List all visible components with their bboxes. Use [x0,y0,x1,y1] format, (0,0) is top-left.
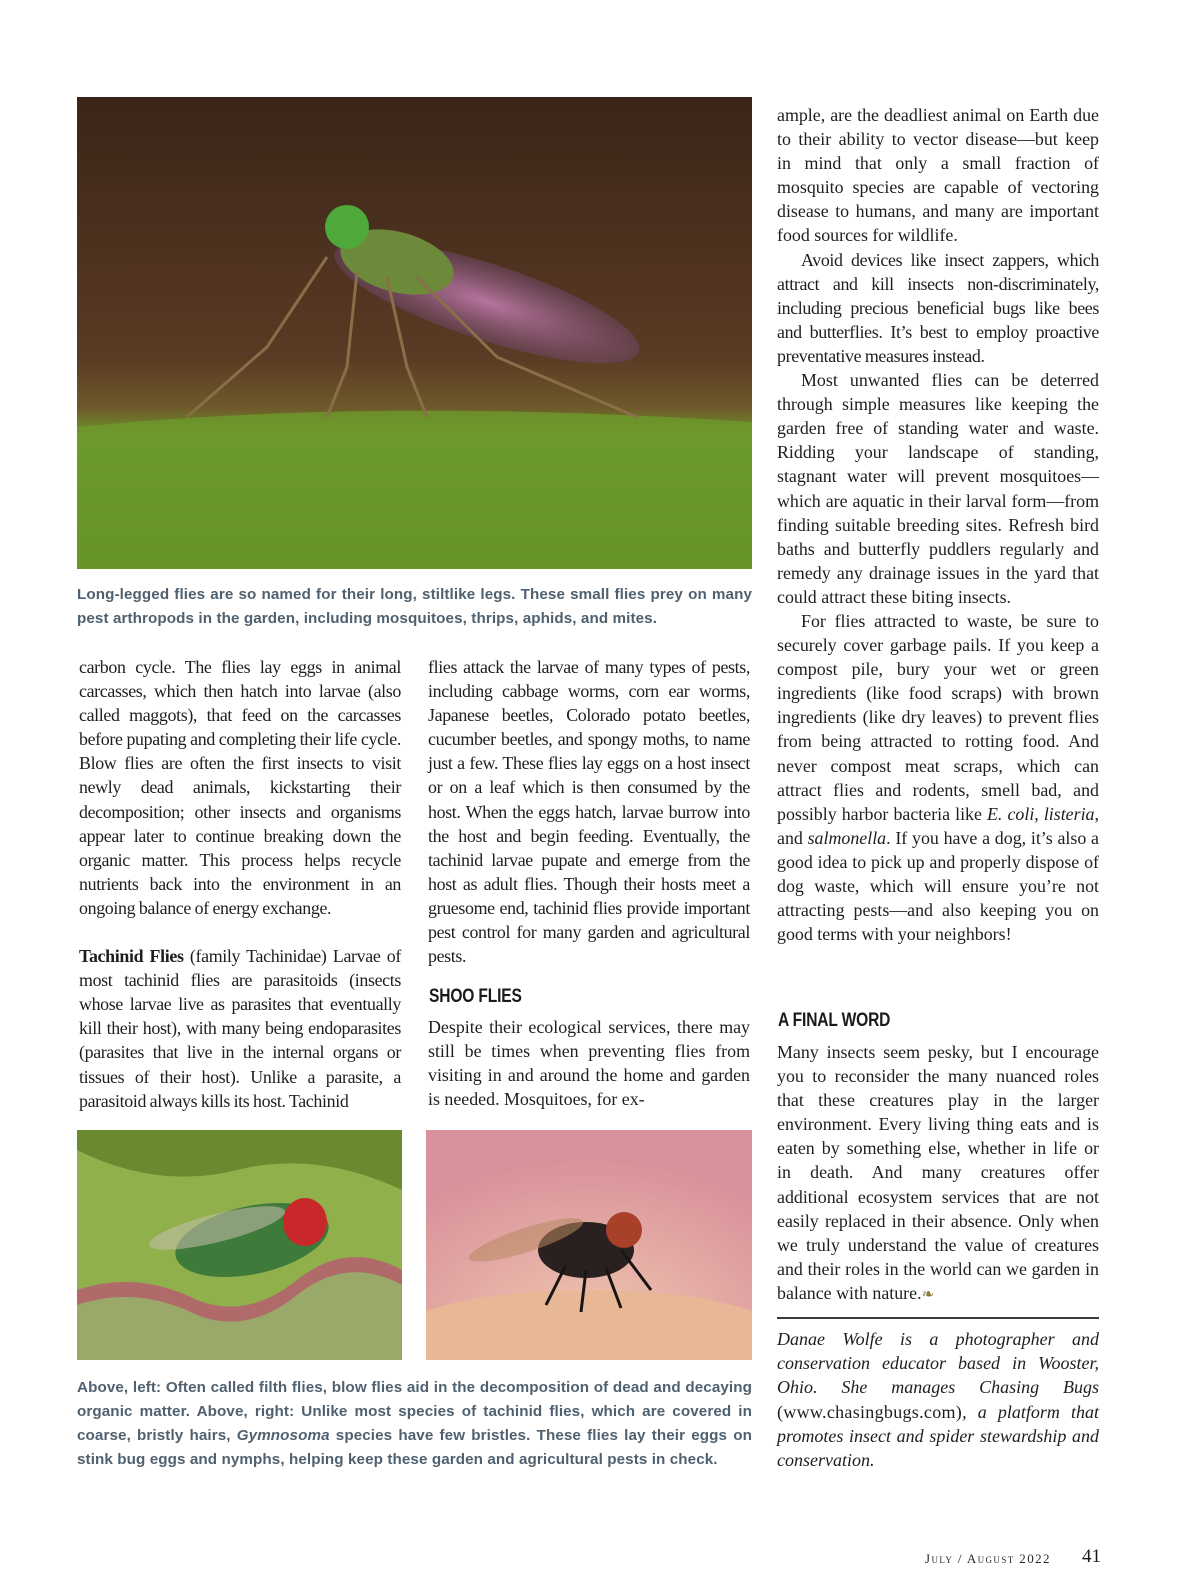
tachinid-text: (family Tachinidae) Larvae of most tachinid flies are parasitoids (insects whose larvae live as parasites that eventually kill their host), with many being endoparasites (parasites that live in the internal organs or tissues of their host). Unlike a parasite, a parasitoid always kills its host. Tachinid [79,946,401,1111]
bottom-caption-text-b: species have few bristles. These flies lay their eggs on stink bug eggs and nymphs, helping keep these garden and agricultural pests in check. [77,1427,752,1468]
shoo-flies-paragraph: Despite their ecological services, there may still be times when preventing flies from visiting in and around the home and garden is needed. Mosquitoes, for ex- [428,1017,750,1110]
deterrent-paragraph: Most unwanted flies can be deterred through simple measures like keeping the garden free of standing water and waste. Ridding your landscape of standing, stagnant water will prevent mosquitoes—which are aquatic in their larval form—from finding suitable breeding sites. Refresh bird baths and butterfly puddlers regularly and remedy any drainage issues in the yard that could attract these biting insects. [777,370,1099,607]
genus-name: Gymnosoma [236,1427,330,1444]
column-1 [79,655,401,1113]
long-legged-fly-photo [77,97,752,569]
final-word-text [777,1040,1099,1307]
ecoli-term: E. coli, listeria [987,803,1095,824]
salmonella-term: salmonella [807,827,887,848]
waste-and: , and [777,803,1099,848]
tachinid-title: Tachinid Flies [79,946,184,967]
blow-fly-paragraph: carbon cycle. The flies lay eggs in animal carcasses, which then hatch into larvae (also called maggots), that feed on the carcasses before pupating and completing their life cycle. Blow flies are often the first insects to visit newly dead animals, kickstarting their decomposition; other insects and organisms appear later to continue breaking down the organic matter. This process helps recycle nutrients back into the environment in an ongoing balance of energy exchange. [79,657,401,918]
author-bio [777,1327,1099,1472]
bottom-photos-caption [77,1376,752,1472]
tachinid-fly-photo [426,1130,752,1360]
issue-date: July / August 2022 [925,1551,1051,1566]
bio-text-b: , a platform that promotes insect and spider stewardship and conservation. [777,1401,1099,1471]
bio-divider [777,1317,1099,1319]
final-word-heading: A FINAL WORD [778,1010,891,1031]
bio-url: (www.chasingbugs.com) [777,1401,963,1422]
final-word-paragraph [777,1040,1099,1307]
column-2 [428,655,750,968]
zapper-paragraph: Avoid devices like insect zappers, which attract and kill insects non-discriminately, including precious beneficial bugs like bees and butterflies. It’s best to employ proactive preventative measures instead. [777,249,1099,366]
blow-fly-photo [77,1130,402,1360]
waste-text-b: . If you have a dog, it’s also a good idea to pick up and properly dispose of dog waste, which will ensure you’re not attracting pests—and also keeping you on good terms with your neighbors! [777,827,1099,945]
shoo-flies-text [428,1015,750,1111]
tachinid-paragraph [79,944,401,1113]
waste-paragraph [777,609,1099,946]
waste-text-a: For flies attracted to waste, be sure to securely cover garbage pails. If you keep a compost pile, bury your wet or green ingredients (like food scraps) with brown ingredients (like dry leaves) to prevent flies from being attracted to rotting food. And never compost meat scraps, which can attract flies and rodents, smell bad, and possibly harbor bacteria like [777,610,1099,824]
column-3 [777,103,1099,946]
top-photo-caption: Long-legged flies are so named for their long, stiltlike legs. These small flies prey on many pest arthropods in the garden, including mosquitoes, thrips, aphids, and mites. [77,586,752,627]
shoo-flies-heading: SHOO FLIES [429,986,522,1007]
bio-text-a: Danae Wolfe is a photographer and conservation educator based in Wooster, Ohio. She manages Chasing Bugs [777,1329,1099,1398]
final-word-body: Many insects seem pesky, but I encourage you to reconsider the many nuanced roles that these creatures play in the larger environment. Every living thing eats and is eaten by something else, whether in life or in death. And many creatures offer additional ecosystem services that are not easily replaced in their absence. Only when we truly understand the value of creatures and their roles in the world can we garden in balance with nature. [777,1042,1099,1303]
page-number: 41 [1082,1546,1101,1567]
end-mark-icon: ❧ [921,1286,935,1303]
mosquito-paragraph: ample, are the deadliest animal on Earth due to their ability to vector disease—but keep in mind that only a small fraction of mosquito species are capable of vectoring disease to humans, and many are important food sources for wildlife. [777,105,1099,246]
tachinid-continued-paragraph: flies attack the larvae of many types of pests, including cabbage worms, corn ear worms, Japanese beetles, Colorado potato beetles, cucumber beetles, and spongy moths, to name just a few. These flies lay eggs on a host insect or on a leaf which is then consumed by the host. When the eggs hatch, larvae burrow into the host and begin feeding. Eventually, the tachinid larvae pupate and emerge from the host as adult flies. Though their hosts meet a gruesome end, tachinid flies provide important pest control for many garden and agricultural pests. [428,657,750,967]
bottom-caption-text-a: Above, left: Often called filth flies, blow flies aid in the decomposition of dead and decaying organic matter. Above, right: Unlike most species of tachinid flies, which are covered in coarse, bristly hairs, [77,1379,752,1444]
